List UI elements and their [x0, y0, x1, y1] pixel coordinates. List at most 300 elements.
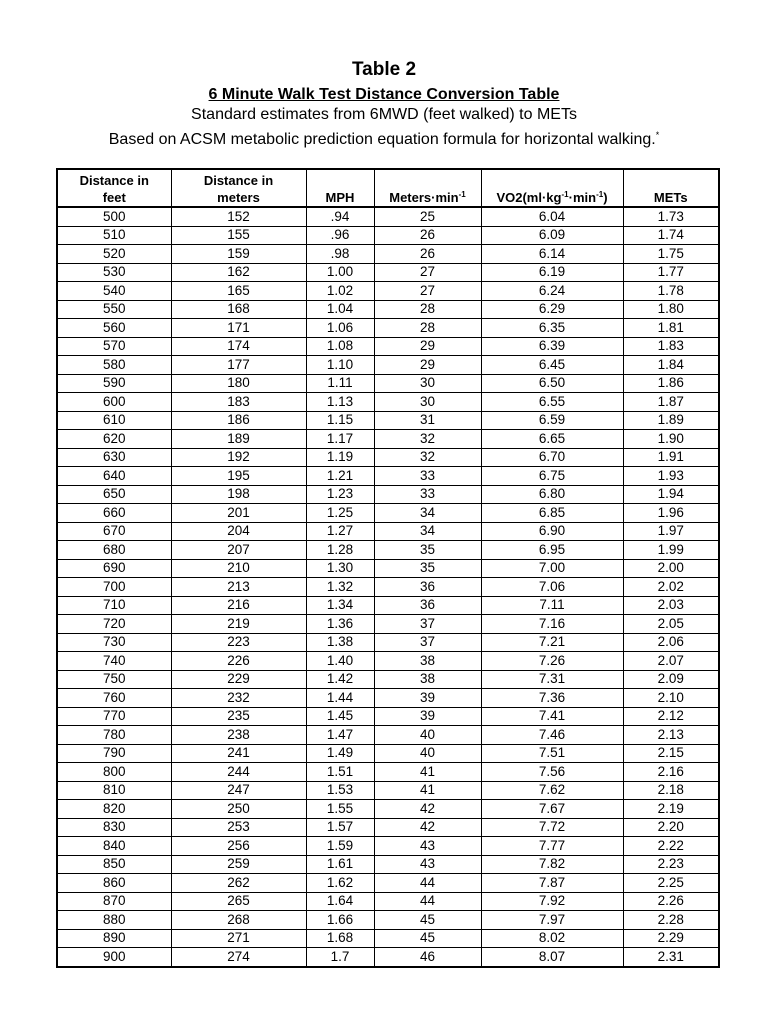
- cell-feet: 760: [57, 689, 171, 708]
- cell-vo2: 7.72: [481, 818, 623, 837]
- cell-meters-per-min: 45: [374, 911, 481, 930]
- cell-meters: 259: [171, 855, 306, 874]
- cell-meters-per-min: 30: [374, 393, 481, 412]
- cell-mets: 2.20: [623, 818, 719, 837]
- cell-vo2: 7.46: [481, 726, 623, 745]
- cell-mets: 1.84: [623, 356, 719, 375]
- cell-vo2: 6.29: [481, 300, 623, 319]
- cell-feet: 730: [57, 633, 171, 652]
- cell-mets: 1.78: [623, 282, 719, 301]
- cell-mets: 2.19: [623, 800, 719, 819]
- cell-feet: 680: [57, 541, 171, 560]
- cell-mets: 2.15: [623, 744, 719, 763]
- table-row: [57, 929, 719, 948]
- cell-mph: 1.28: [306, 541, 374, 560]
- cell-meters: 159: [171, 245, 306, 264]
- cell-meters: 201: [171, 504, 306, 523]
- cell-feet: 550: [57, 300, 171, 319]
- cell-meters: 168: [171, 300, 306, 319]
- cell-meters-per-min: 46: [374, 948, 481, 967]
- cell-mph: .94: [306, 207, 374, 226]
- cell-mets: 2.23: [623, 855, 719, 874]
- table-row: [57, 226, 719, 245]
- cell-mets: 1.81: [623, 319, 719, 338]
- cell-mph: 1.38: [306, 633, 374, 652]
- cell-vo2: 6.04: [481, 207, 623, 226]
- table-row: [57, 467, 719, 486]
- cell-mets: 1.74: [623, 226, 719, 245]
- cell-feet: 750: [57, 670, 171, 689]
- cell-vo2: 7.16: [481, 615, 623, 634]
- cell-mets: 1.73: [623, 207, 719, 226]
- cell-mph: 1.68: [306, 929, 374, 948]
- cell-meters: 268: [171, 911, 306, 930]
- cell-mets: 2.05: [623, 615, 719, 634]
- table-row: [57, 207, 719, 226]
- table-row: [57, 689, 719, 708]
- table-row: [57, 763, 719, 782]
- table-row: [57, 633, 719, 652]
- cell-meters-per-min: 26: [374, 226, 481, 245]
- table-row: [57, 818, 719, 837]
- table-row: [57, 485, 719, 504]
- cell-meters-per-min: 29: [374, 337, 481, 356]
- cell-meters: 250: [171, 800, 306, 819]
- table-row: [57, 874, 719, 893]
- table-row: [57, 411, 719, 430]
- cell-mets: 1.93: [623, 467, 719, 486]
- cell-meters: 262: [171, 874, 306, 893]
- cell-feet: 560: [57, 319, 171, 338]
- cell-mets: 1.91: [623, 448, 719, 467]
- document-title: 6 Minute Walk Test Distance Conversion Table: [208, 86, 560, 103]
- cell-meters: 271: [171, 929, 306, 948]
- table-row: [57, 356, 719, 375]
- cell-mph: 1.57: [306, 818, 374, 837]
- cell-meters-per-min: 40: [374, 726, 481, 745]
- cell-meters: 174: [171, 337, 306, 356]
- cell-meters-per-min: 36: [374, 578, 481, 597]
- cell-mph: 1.47: [306, 726, 374, 745]
- cell-feet: 700: [57, 578, 171, 597]
- cell-meters-per-min: 41: [374, 763, 481, 782]
- cell-mets: 1.96: [623, 504, 719, 523]
- cell-meters-per-min: 39: [374, 707, 481, 726]
- cell-mph: 1.27: [306, 522, 374, 541]
- cell-meters-per-min: 32: [374, 430, 481, 449]
- cell-vo2: 7.62: [481, 781, 623, 800]
- cell-meters-per-min: 43: [374, 855, 481, 874]
- table-row: [57, 596, 719, 615]
- cell-feet: 570: [57, 337, 171, 356]
- cell-meters: 177: [171, 356, 306, 375]
- cell-mets: 2.10: [623, 689, 719, 708]
- cell-feet: 830: [57, 818, 171, 837]
- cell-mph: 1.51: [306, 763, 374, 782]
- cell-mph: 1.25: [306, 504, 374, 523]
- cell-meters-per-min: 37: [374, 633, 481, 652]
- cell-meters: 213: [171, 578, 306, 597]
- cell-vo2: 6.70: [481, 448, 623, 467]
- cell-mets: 2.31: [623, 948, 719, 967]
- cell-mets: 1.75: [623, 245, 719, 264]
- cell-meters: 171: [171, 319, 306, 338]
- cell-meters: 219: [171, 615, 306, 634]
- cell-mph: 1.23: [306, 485, 374, 504]
- table-row: [57, 707, 719, 726]
- cell-mets: 1.90: [623, 430, 719, 449]
- cell-meters-per-min: 26: [374, 245, 481, 264]
- cell-mph: 1.7: [306, 948, 374, 967]
- cell-vo2: 7.26: [481, 652, 623, 671]
- col-header-meters: Distance in meters: [171, 169, 306, 207]
- cell-meters-per-min: 44: [374, 892, 481, 911]
- cell-meters: 229: [171, 670, 306, 689]
- table-row: [57, 374, 719, 393]
- cell-vo2: 6.55: [481, 393, 623, 412]
- table-row: [57, 837, 719, 856]
- table-row: [57, 892, 719, 911]
- cell-vo2: 7.51: [481, 744, 623, 763]
- cell-mets: 2.09: [623, 670, 719, 689]
- cell-meters: 152: [171, 207, 306, 226]
- table-row: [57, 522, 719, 541]
- cell-mets: 2.28: [623, 911, 719, 930]
- cell-meters-per-min: 31: [374, 411, 481, 430]
- cell-meters: 183: [171, 393, 306, 412]
- cell-mets: 2.16: [623, 763, 719, 782]
- cell-mets: 2.07: [623, 652, 719, 671]
- cell-meters-per-min: 37: [374, 615, 481, 634]
- cell-meters: 216: [171, 596, 306, 615]
- cell-vo2: 6.35: [481, 319, 623, 338]
- cell-meters: 232: [171, 689, 306, 708]
- cell-mph: 1.36: [306, 615, 374, 634]
- table-row: [57, 263, 719, 282]
- cell-mph: 1.30: [306, 559, 374, 578]
- cell-meters: 235: [171, 707, 306, 726]
- cell-mets: 1.83: [623, 337, 719, 356]
- cell-feet: 630: [57, 448, 171, 467]
- cell-mph: 1.02: [306, 282, 374, 301]
- cell-vo2: 7.06: [481, 578, 623, 597]
- cell-mets: 2.25: [623, 874, 719, 893]
- cell-feet: 510: [57, 226, 171, 245]
- cell-feet: 580: [57, 356, 171, 375]
- cell-meters-per-min: 33: [374, 485, 481, 504]
- cell-mph: 1.45: [306, 707, 374, 726]
- cell-vo2: 6.59: [481, 411, 623, 430]
- table-row: [57, 781, 719, 800]
- table-row: [57, 319, 719, 338]
- cell-mph: 1.61: [306, 855, 374, 874]
- cell-mph: 1.64: [306, 892, 374, 911]
- table-row: [57, 504, 719, 523]
- cell-meters-per-min: 41: [374, 781, 481, 800]
- cell-feet: 590: [57, 374, 171, 393]
- table-body: [57, 207, 719, 967]
- cell-mets: 2.22: [623, 837, 719, 856]
- table-row: [57, 578, 719, 597]
- cell-vo2: 7.00: [481, 559, 623, 578]
- cell-mph: 1.42: [306, 670, 374, 689]
- cell-mets: 2.26: [623, 892, 719, 911]
- cell-mets: 1.77: [623, 263, 719, 282]
- cell-mets: 1.89: [623, 411, 719, 430]
- cell-vo2: 7.41: [481, 707, 623, 726]
- cell-meters: 180: [171, 374, 306, 393]
- document-heading: [0, 58, 768, 150]
- cell-vo2: 7.36: [481, 689, 623, 708]
- cell-mph: 1.44: [306, 689, 374, 708]
- cell-feet: 500: [57, 207, 171, 226]
- cell-meters-per-min: 28: [374, 319, 481, 338]
- cell-feet: 890: [57, 929, 171, 948]
- cell-feet: 790: [57, 744, 171, 763]
- cell-vo2: 6.75: [481, 467, 623, 486]
- cell-meters: 204: [171, 522, 306, 541]
- cell-mph: 1.34: [306, 596, 374, 615]
- cell-mets: 2.18: [623, 781, 719, 800]
- cell-mets: 1.94: [623, 485, 719, 504]
- cell-vo2: 6.65: [481, 430, 623, 449]
- cell-meters: 256: [171, 837, 306, 856]
- cell-mph: 1.40: [306, 652, 374, 671]
- table-row: [57, 430, 719, 449]
- cell-mph: 1.21: [306, 467, 374, 486]
- cell-vo2: 6.09: [481, 226, 623, 245]
- cell-mph: 1.11: [306, 374, 374, 393]
- table-row: [57, 615, 719, 634]
- cell-mph: 1.10: [306, 356, 374, 375]
- cell-vo2: 7.67: [481, 800, 623, 819]
- cell-feet: 650: [57, 485, 171, 504]
- cell-mph: 1.53: [306, 781, 374, 800]
- table-row: [57, 300, 719, 319]
- cell-meters: 189: [171, 430, 306, 449]
- cell-meters: 195: [171, 467, 306, 486]
- cell-meters-per-min: 45: [374, 929, 481, 948]
- cell-mph: 1.32: [306, 578, 374, 597]
- table-row: [57, 800, 719, 819]
- cell-vo2: 6.14: [481, 245, 623, 264]
- cell-mets: 2.00: [623, 559, 719, 578]
- cell-feet: 520: [57, 245, 171, 264]
- cell-meters-per-min: 25: [374, 207, 481, 226]
- cell-feet: 860: [57, 874, 171, 893]
- cell-mets: 2.02: [623, 578, 719, 597]
- cell-mph: 1.19: [306, 448, 374, 467]
- cell-mets: 2.03: [623, 596, 719, 615]
- cell-meters: 226: [171, 652, 306, 671]
- table-row: [57, 948, 719, 967]
- cell-meters: 238: [171, 726, 306, 745]
- cell-feet: 710: [57, 596, 171, 615]
- cell-mph: 1.04: [306, 300, 374, 319]
- table-row: [57, 855, 719, 874]
- cell-meters-per-min: 44: [374, 874, 481, 893]
- cell-vo2: 6.24: [481, 282, 623, 301]
- cell-feet: 600: [57, 393, 171, 412]
- cell-meters: 186: [171, 411, 306, 430]
- conversion-table: [56, 168, 720, 968]
- cell-vo2: 7.77: [481, 837, 623, 856]
- cell-vo2: 6.85: [481, 504, 623, 523]
- cell-vo2: 7.97: [481, 911, 623, 930]
- cell-vo2: 7.31: [481, 670, 623, 689]
- cell-mph: .98: [306, 245, 374, 264]
- cell-feet: 660: [57, 504, 171, 523]
- cell-meters: 274: [171, 948, 306, 967]
- document-subtitle: Standard estimates from 6MWD (feet walked) to METs: [191, 106, 577, 123]
- cell-meters-per-min: 42: [374, 800, 481, 819]
- table-row: [57, 448, 719, 467]
- cell-meters-per-min: 39: [374, 689, 481, 708]
- cell-meters: 198: [171, 485, 306, 504]
- table-row: [57, 393, 719, 412]
- cell-mets: 2.13: [623, 726, 719, 745]
- cell-meters-per-min: 38: [374, 652, 481, 671]
- cell-feet: 640: [57, 467, 171, 486]
- cell-vo2: 8.02: [481, 929, 623, 948]
- col-header-feet: Distance in feet: [57, 169, 171, 207]
- cell-meters: 162: [171, 263, 306, 282]
- cell-vo2: 6.95: [481, 541, 623, 560]
- cell-vo2: 8.07: [481, 948, 623, 967]
- cell-meters-per-min: 34: [374, 522, 481, 541]
- cell-meters: 207: [171, 541, 306, 560]
- cell-meters-per-min: 27: [374, 263, 481, 282]
- cell-mph: 1.59: [306, 837, 374, 856]
- cell-meters-per-min: 34: [374, 504, 481, 523]
- cell-meters-per-min: 35: [374, 559, 481, 578]
- col-header-meters-per-min: $Meters\cdot\min^{-1}$: [374, 169, 481, 207]
- cell-vo2: 7.92: [481, 892, 623, 911]
- cell-feet: 900: [57, 948, 171, 967]
- cell-vo2: 6.50: [481, 374, 623, 393]
- cell-meters-per-min: 38: [374, 670, 481, 689]
- table-row: [57, 337, 719, 356]
- cell-feet: 820: [57, 800, 171, 819]
- cell-mph: 1.08: [306, 337, 374, 356]
- cell-feet: 780: [57, 726, 171, 745]
- cell-vo2: 6.45: [481, 356, 623, 375]
- cell-mets: 1.99: [623, 541, 719, 560]
- cell-feet: 850: [57, 855, 171, 874]
- cell-feet: 540: [57, 282, 171, 301]
- cell-mph: 1.15: [306, 411, 374, 430]
- cell-vo2: 6.39: [481, 337, 623, 356]
- cell-meters-per-min: 43: [374, 837, 481, 856]
- cell-meters: 165: [171, 282, 306, 301]
- cell-feet: 770: [57, 707, 171, 726]
- cell-feet: 530: [57, 263, 171, 282]
- cell-mets: 1.86: [623, 374, 719, 393]
- cell-meters-per-min: 40: [374, 744, 481, 763]
- cell-mets: 2.12: [623, 707, 719, 726]
- cell-meters: 253: [171, 818, 306, 837]
- cell-meters: 247: [171, 781, 306, 800]
- table-row: [57, 559, 719, 578]
- table-label: Table 2: [351, 59, 417, 80]
- table-row: [57, 670, 719, 689]
- cell-meters: 155: [171, 226, 306, 245]
- cell-mets: 1.80: [623, 300, 719, 319]
- cell-meters-per-min: 35: [374, 541, 481, 560]
- cell-feet: 870: [57, 892, 171, 911]
- basis-text: Based on ACSM metabolic prediction equation formula for horizontal walking.: [108, 131, 656, 148]
- cell-feet: 620: [57, 430, 171, 449]
- cell-feet: 840: [57, 837, 171, 856]
- cell-meters-per-min: 27: [374, 282, 481, 301]
- cell-meters-per-min: 42: [374, 818, 481, 837]
- col-header-vo2: $VO2(ml\cdot kg^{-1}\cdot\min^{-1})$: [481, 169, 623, 207]
- cell-feet: 800: [57, 763, 171, 782]
- cell-feet: 610: [57, 411, 171, 430]
- cell-meters: 244: [171, 763, 306, 782]
- cell-vo2: 7.21: [481, 633, 623, 652]
- cell-mph: 1.00: [306, 263, 374, 282]
- cell-feet: 690: [57, 559, 171, 578]
- cell-vo2: 6.80: [481, 485, 623, 504]
- table-row: [57, 541, 719, 560]
- cell-meters-per-min: 30: [374, 374, 481, 393]
- cell-meters: 192: [171, 448, 306, 467]
- cell-feet: 670: [57, 522, 171, 541]
- cell-meters: 241: [171, 744, 306, 763]
- cell-vo2: 7.82: [481, 855, 623, 874]
- cell-mets: 2.06: [623, 633, 719, 652]
- basis-statement: [0, 125, 768, 150]
- table-row: [57, 245, 719, 264]
- cell-meters-per-min: 33: [374, 467, 481, 486]
- cell-mets: 1.87: [623, 393, 719, 412]
- cell-mph: 1.66: [306, 911, 374, 930]
- cell-vo2: 6.90: [481, 522, 623, 541]
- cell-meters: 265: [171, 892, 306, 911]
- cell-feet: 740: [57, 652, 171, 671]
- cell-mph: .96: [306, 226, 374, 245]
- table-header-row: [57, 169, 719, 207]
- cell-meters: 210: [171, 559, 306, 578]
- cell-feet: 810: [57, 781, 171, 800]
- cell-mph: 1.13: [306, 393, 374, 412]
- cell-mets: 1.97: [623, 522, 719, 541]
- table-row: [57, 726, 719, 745]
- cell-vo2: 7.87: [481, 874, 623, 893]
- cell-feet: 720: [57, 615, 171, 634]
- table-row: [57, 282, 719, 301]
- cell-meters-per-min: 28: [374, 300, 481, 319]
- cell-mph: 1.49: [306, 744, 374, 763]
- cell-mph: 1.55: [306, 800, 374, 819]
- cell-meters-per-min: 32: [374, 448, 481, 467]
- cell-mph: 1.62: [306, 874, 374, 893]
- cell-vo2: 7.56: [481, 763, 623, 782]
- cell-vo2: 6.19: [481, 263, 623, 282]
- cell-mph: 1.17: [306, 430, 374, 449]
- cell-vo2: 7.11: [481, 596, 623, 615]
- cell-mets: 2.29: [623, 929, 719, 948]
- table-row: [57, 911, 719, 930]
- footnote-mark: *: [655, 130, 660, 140]
- table-row: [57, 744, 719, 763]
- table-row: [57, 652, 719, 671]
- col-header-mph: MPH: [306, 169, 374, 207]
- cell-meters-per-min: 29: [374, 356, 481, 375]
- cell-mph: 1.06: [306, 319, 374, 338]
- cell-meters: 223: [171, 633, 306, 652]
